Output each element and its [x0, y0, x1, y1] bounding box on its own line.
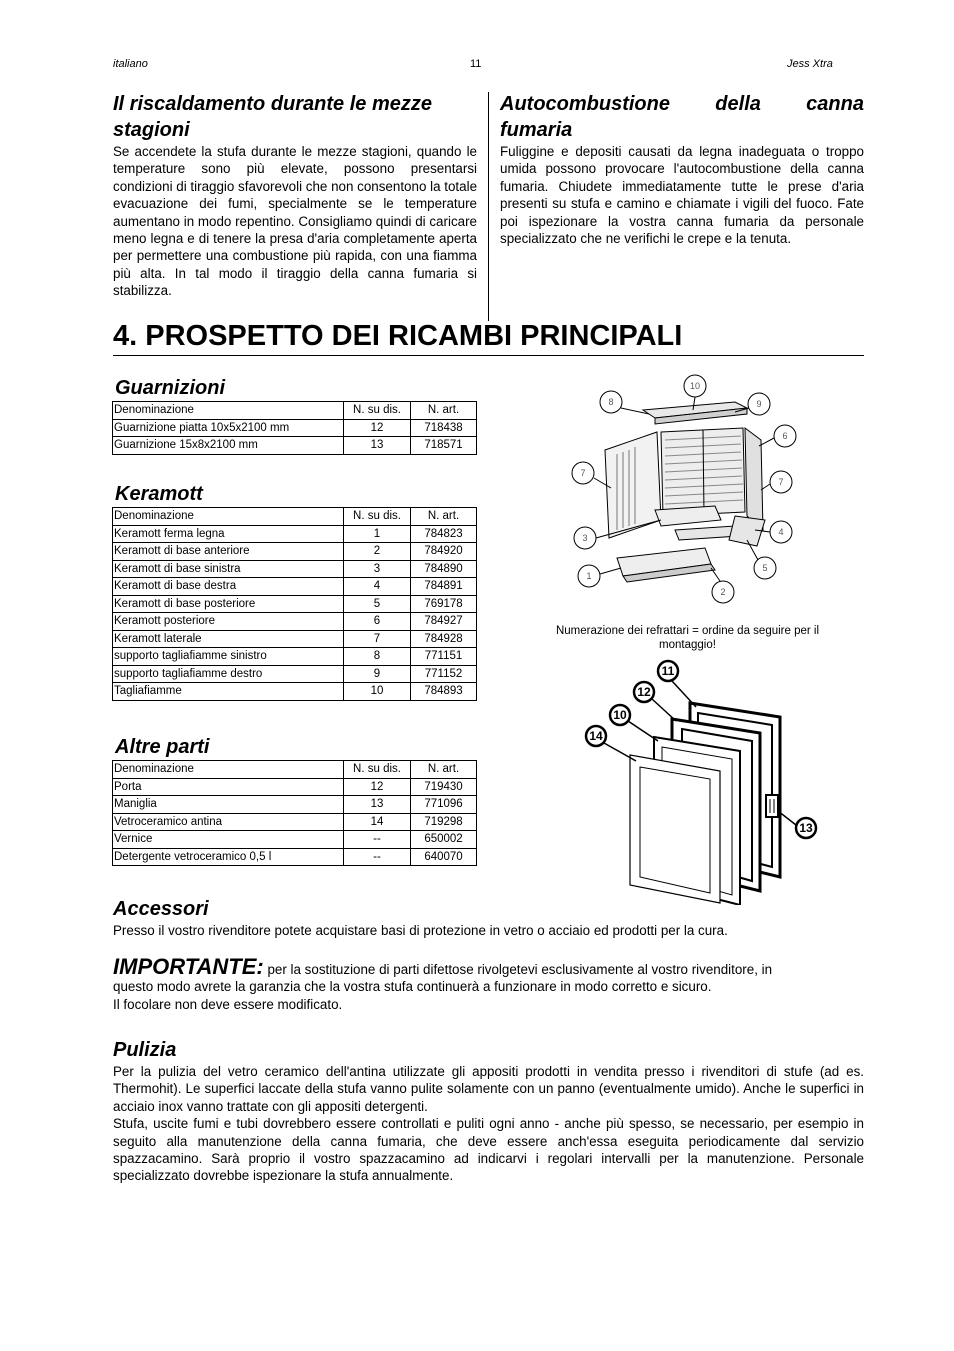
door-callout-10: 10 — [613, 708, 627, 722]
pulizia-para2: Stufa, uscite fumi e tubi dovrebbero essere controllati e puliti ogni anno - anche più spesso, se necessario, per esempio in seguito alla manutenzione della canna fumaria, che deve essere anch'essa eseguita periodicamente dal servizio spazzacamino. Sarà proprio il vostro spazzacamino ad indicarvi i regolari intervalli per la manutenzione. Personale specializzato dovrebbe ispezionare la stufa annualmente. — [113, 1116, 864, 1184]
header-language: italiano — [113, 58, 148, 70]
cell-denominazione: Denominazione — [113, 508, 344, 526]
table-header-row — [113, 402, 477, 420]
cell-denominazione: Maniglia — [113, 796, 344, 814]
table-row — [113, 613, 477, 631]
keramott-title: Keramott — [115, 483, 203, 505]
cell-denominazione: Keramott laterale — [113, 630, 344, 648]
col-right-title-word3: canna — [806, 93, 864, 115]
cell-denominazione: Vetroceramico antina — [113, 813, 344, 831]
cell-denominazione: Guarnizione piatta 10x5x2100 mm — [113, 419, 344, 437]
cell-n-art: 719430 — [411, 778, 477, 796]
col-right — [500, 91, 864, 247]
cell-denominazione: supporto tagliafiamme sinistro — [113, 648, 344, 666]
cell-denominazione: Keramott di base anteriore — [113, 543, 344, 561]
cell-n-art: 640070 — [411, 848, 477, 866]
importante-line2: questo modo avrete la garanzia che la vostra stufa continuerà a funzionare in modo corretto e sicuro. — [113, 979, 712, 995]
guarnizioni-title: Guarnizioni — [115, 377, 225, 399]
cell-denominazione: Keramott posteriore — [113, 613, 344, 631]
chapter-heading — [113, 320, 682, 353]
cell-n-art: 771152 — [411, 665, 477, 683]
cell-n-su-dis: 12 — [344, 419, 411, 437]
pulizia-body — [113, 1063, 864, 1185]
table-row — [113, 778, 477, 796]
cell-denominazione: Keramott ferma legna — [113, 525, 344, 543]
cell-n-art: 771151 — [411, 648, 477, 666]
cell-denominazione: Vernice — [113, 831, 344, 849]
pulizia-title: Pulizia — [113, 1039, 177, 1061]
callout-8: 8 — [608, 397, 614, 407]
door-callout-13: 13 — [799, 821, 813, 835]
cell-n-art: N. art. — [411, 508, 477, 526]
col-right-title-word2: della — [715, 93, 761, 115]
cell-n-su-dis: 8 — [344, 648, 411, 666]
cell-n-art: 769178 — [411, 595, 477, 613]
cell-denominazione: Tagliafiamme — [113, 683, 344, 701]
cell-n-art: 784890 — [411, 560, 477, 578]
callout-3: 3 — [582, 533, 588, 543]
col-left — [113, 91, 477, 300]
cell-n-su-dis: N. su dis. — [344, 402, 411, 420]
cell-n-art: 650002 — [411, 831, 477, 849]
importante-block — [113, 954, 864, 1013]
col-left-title: Il riscaldamento durante le mezze stagioni — [113, 93, 432, 141]
table-row — [113, 630, 477, 648]
chapter-number: 4. — [113, 320, 138, 352]
cell-n-su-dis: 9 — [344, 665, 411, 683]
door-callout-12: 12 — [637, 685, 651, 699]
col-left-body: Se accendete la stufa durante le mezze stagioni, quando le temperature sono più elevate, possono presentarsi condizioni di tiraggio sfavorevoli che non consentono la totale evacuazione dei fumi, specialmente se le temperature aumentano in modo repentino. Consigliamo quindi di caricare meno legna e di tenere la presa d'aria completamente aperta per permettere una combustione più rapida, con una fiamma più alta. In tal modo il tiraggio della canna fumaria si stabilizza. — [113, 144, 478, 299]
cell-n-art: 718438 — [411, 419, 477, 437]
cell-n-art: 719298 — [411, 813, 477, 831]
cell-n-art: 784823 — [411, 525, 477, 543]
cell-denominazione: Porta — [113, 778, 344, 796]
cell-n-su-dis: -- — [344, 848, 411, 866]
cell-n-su-dis: 10 — [344, 683, 411, 701]
callout-1: 1 — [586, 571, 592, 581]
cell-n-art: 784893 — [411, 683, 477, 701]
door-callout-11: 11 — [661, 664, 675, 678]
altre-parti-table — [112, 760, 477, 866]
table-header-row — [113, 761, 477, 779]
importante-line1 — [113, 954, 864, 979]
cell-denominazione: Keramott di base posteriore — [113, 595, 344, 613]
importante-line3: Il focolare non deve essere modificato. — [113, 996, 343, 1012]
cell-n-su-dis: 3 — [344, 560, 411, 578]
table-row — [113, 665, 477, 683]
cell-n-art: N. art. — [411, 761, 477, 779]
cell-n-su-dis: 5 — [344, 595, 411, 613]
chapter-rule — [113, 355, 864, 356]
guarnizioni-table — [112, 401, 477, 455]
cell-n-su-dis: 6 — [344, 613, 411, 631]
cell-n-su-dis: 7 — [344, 630, 411, 648]
callout-6: 6 — [782, 431, 788, 441]
col-right-title-word1: Autocombustione — [500, 93, 670, 115]
header-product: Jess Xtra — [787, 58, 833, 70]
cell-n-art: 784920 — [411, 543, 477, 561]
header-page-number: 11 — [470, 58, 482, 70]
accessori-body: Presso il vostro rivenditore potete acquistare basi di protezione in vetro o acciaio ed prodotti per la cura. — [113, 923, 728, 938]
cell-n-su-dis: N. su dis. — [344, 761, 411, 779]
cell-n-art: 784891 — [411, 578, 477, 596]
col-right-title-word4: fumaria — [500, 119, 573, 141]
door-exploded-diagram — [580, 655, 830, 905]
figure1-caption: Numerazione dei refrattari = ordine da seguire per il montaggio! — [555, 625, 820, 651]
table-row — [113, 543, 477, 561]
table-row — [113, 813, 477, 831]
table-row — [113, 578, 477, 596]
importante-title: IMPORTANTE: — [113, 954, 264, 979]
cell-n-art: N. art. — [411, 402, 477, 420]
table-row — [113, 560, 477, 578]
callout-5: 5 — [762, 563, 768, 573]
table-row — [113, 796, 477, 814]
table-row — [113, 683, 477, 701]
table-row — [113, 648, 477, 666]
col-right-body: Fuliggine e depositi causati da legna inadeguata o troppo umida possono provocare l'autocombustione della canna fumaria. Chiudete immediatamente tutte le prese d'aria presenti su stufa e camino e chiamate i vigili del fuoco. Fate poi ispezionare la vostra canna fumaria da personale specializzato che ne verifichi le crepe e la tenuta. — [500, 144, 864, 247]
table-header-row — [113, 508, 477, 526]
callout-9: 9 — [756, 399, 762, 409]
cell-n-art: 784927 — [411, 613, 477, 631]
accessori-title: Accessori — [113, 898, 209, 920]
altre-parti-title: Altre parti — [115, 736, 210, 758]
pulizia-para1: Per la pulizia del vetro ceramico dell'antina utilizzate gli appositi prodotti in vendita presso i rivenditori di stufe (ad es. Thermohit). Le superfici laccate della stufa vanno pulite solamente con un panno (eventualmente umido). Anche le superfici in acciaio inox vanno trattate con gli appositi detergenti. — [113, 1064, 864, 1114]
cell-n-su-dis: 2 — [344, 543, 411, 561]
door-callout-14: 14 — [589, 729, 603, 743]
cell-n-su-dis: 13 — [344, 437, 411, 455]
cell-n-su-dis: 4 — [344, 578, 411, 596]
cell-denominazione: Detergente vetroceramico 0,5 l — [113, 848, 344, 866]
cell-n-su-dis: 13 — [344, 796, 411, 814]
cell-n-su-dis: 1 — [344, 525, 411, 543]
cell-denominazione: supporto tagliafiamme destro — [113, 665, 344, 683]
cell-denominazione: Denominazione — [113, 402, 344, 420]
table-row — [113, 525, 477, 543]
callout-10: 10 — [689, 381, 701, 391]
chapter-title: PROSPETTO DEI RICAMBI PRINCIPALI — [145, 320, 683, 352]
callout-2: 2 — [720, 587, 726, 597]
callout-7a: 7 — [580, 468, 586, 478]
cell-n-su-dis: 14 — [344, 813, 411, 831]
cell-denominazione: Guarnizione 15x8x2100 mm — [113, 437, 344, 455]
callout-4: 4 — [778, 527, 784, 537]
table-row — [113, 419, 477, 437]
refractory-exploded-diagram — [565, 370, 805, 610]
keramott-table — [112, 507, 477, 701]
column-divider — [488, 92, 489, 321]
cell-denominazione: Keramott di base sinistra — [113, 560, 344, 578]
cell-n-su-dis: 12 — [344, 778, 411, 796]
cell-n-art: 771096 — [411, 796, 477, 814]
cell-denominazione: Keramott di base destra — [113, 578, 344, 596]
col-right-title — [500, 91, 864, 143]
table-row — [113, 437, 477, 455]
cell-n-art: 718571 — [411, 437, 477, 455]
col-right-title-line1 — [500, 91, 864, 117]
importante-body-inline: per la sostituzione di parti difettose rivolgetevi esclusivamente al vostro rivenditore, in — [263, 962, 773, 977]
table-row — [113, 848, 477, 866]
table-row — [113, 831, 477, 849]
cell-n-su-dis: -- — [344, 831, 411, 849]
callout-7b: 7 — [778, 477, 784, 487]
cell-n-art: 784928 — [411, 630, 477, 648]
cell-denominazione: Denominazione — [113, 761, 344, 779]
table-row — [113, 595, 477, 613]
cell-n-su-dis: N. su dis. — [344, 508, 411, 526]
